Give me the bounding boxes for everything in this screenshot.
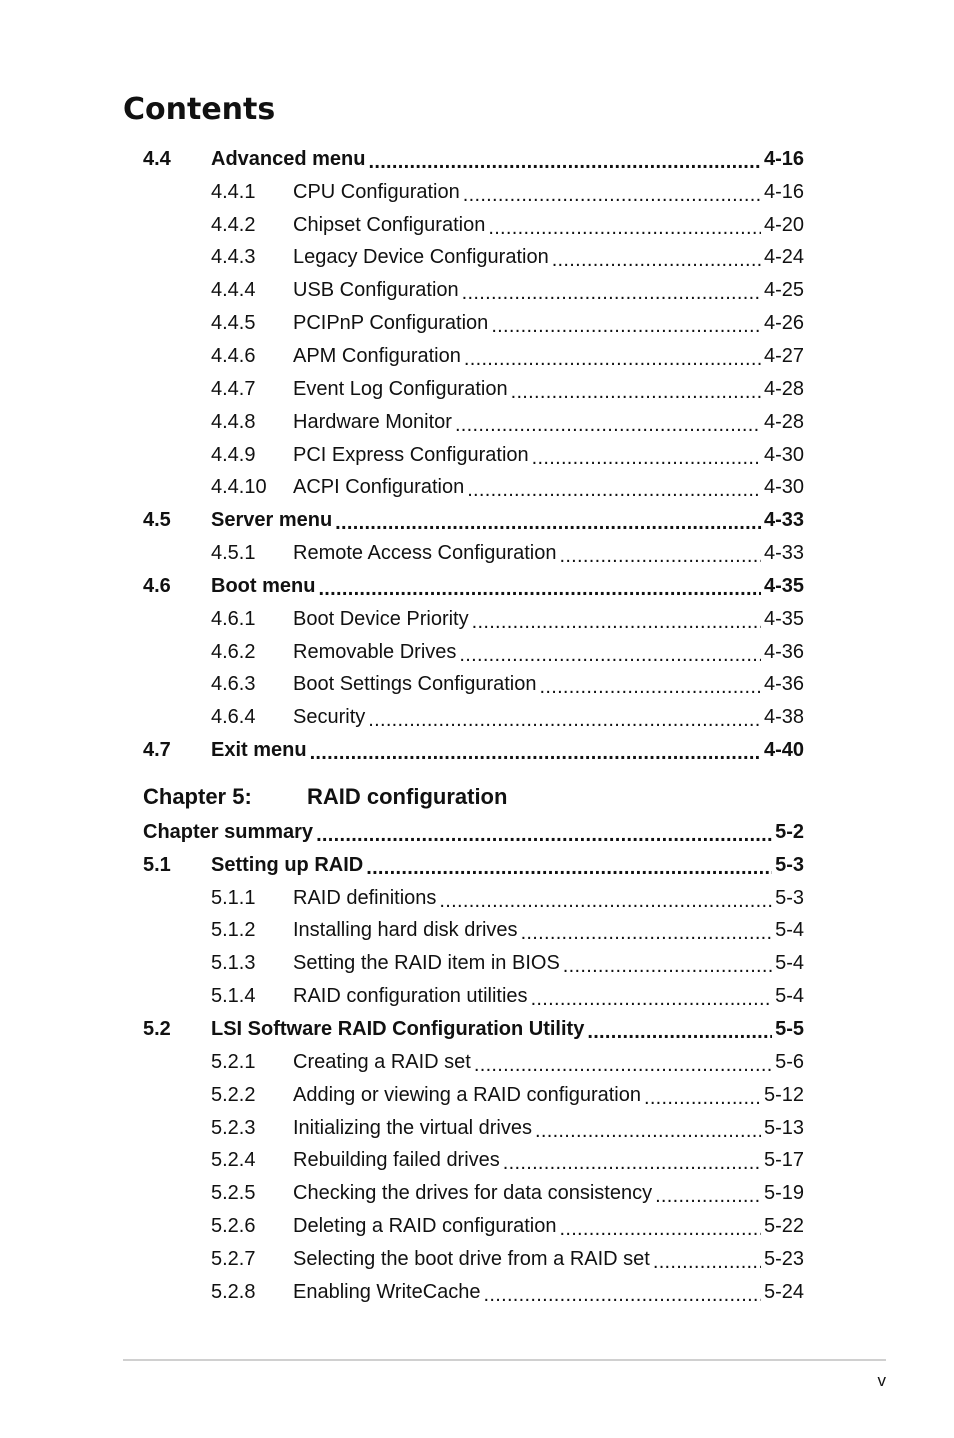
toc-dot-leader — [521, 922, 773, 945]
toc-entry-number: 4.6.3 — [211, 673, 256, 696]
toc-entry-number: 4.4.5 — [211, 312, 256, 335]
toc-entry-page: 5-19 — [763, 1182, 804, 1205]
toc-entry-title: Event Log Configuration — [293, 377, 508, 400]
toc-entry-page: 5-4 — [775, 919, 804, 942]
toc-entry-number: 4.4.1 — [211, 180, 256, 203]
toc-entry-page: 4-40 — [763, 739, 804, 762]
toc-entry-page: 4-33 — [763, 542, 804, 565]
toc-dot-leader — [335, 512, 761, 535]
toc-entry-number: 5.2.8 — [211, 1280, 256, 1303]
toc-entry-page: 5-4 — [775, 985, 804, 1008]
toc-dot-leader — [511, 381, 761, 404]
toc-entry-title: USB Configuration — [293, 279, 459, 302]
toc-dot-leader — [531, 988, 773, 1011]
toc-entry-title: Boot menu — [211, 574, 316, 597]
toc-entry-number: 5.2.1 — [211, 1050, 256, 1073]
toc-dot-leader — [532, 447, 761, 470]
toc-entry[interactable] — [143, 1013, 804, 1046]
toc-entry-number: 5.2.6 — [211, 1215, 256, 1238]
toc-entry-number: 4.4.3 — [211, 246, 256, 269]
toc-entry[interactable] — [143, 307, 804, 340]
toc-dot-leader — [655, 1185, 761, 1208]
toc-entry[interactable] — [143, 406, 804, 439]
toc-entry-page: 4-20 — [763, 213, 804, 236]
toc-entry[interactable] — [143, 636, 804, 669]
toc-entry-title: Legacy Device Configuration — [293, 246, 549, 269]
toc-entry[interactable] — [143, 1046, 804, 1079]
toc-entry[interactable] — [143, 603, 804, 636]
toc-dot-leader — [459, 644, 761, 667]
toc-dot-leader — [467, 479, 761, 502]
toc-entry-title: Remote Access Configuration — [293, 542, 557, 565]
toc-dot-leader — [491, 315, 761, 338]
toc-entry-title: Chipset Configuration — [293, 213, 486, 236]
toc-entry[interactable] — [143, 701, 804, 734]
toc-entry-title: Setting the RAID item in BIOS — [293, 952, 560, 975]
toc-dot-leader — [462, 282, 761, 305]
toc-entry[interactable] — [143, 1112, 804, 1145]
toc-entry-title: PCIPnP Configuration — [293, 312, 489, 335]
toc-entry-number: 5.2 — [143, 1017, 171, 1040]
toc-entry[interactable] — [143, 439, 804, 472]
toc-entry-title: Advanced menu — [211, 147, 366, 170]
toc-entry-title: CPU Configuration — [293, 180, 460, 203]
toc-entry-page: 5-23 — [763, 1247, 804, 1270]
toc-entry-title: Rebuilding failed drives — [293, 1149, 500, 1172]
toc-entry-title: RAID configuration utilities — [293, 985, 528, 1008]
toc-entry-page: 5-4 — [775, 952, 804, 975]
toc-entry-page: 5-5 — [775, 1017, 804, 1040]
toc-entry-title: Setting up RAID — [211, 853, 364, 876]
toc-dot-leader — [316, 824, 772, 847]
toc-entry-title: Selecting the boot drive from a RAID set — [293, 1247, 650, 1270]
toc-list-chapter-5 — [143, 816, 804, 1309]
toc-entry-title: Installing hard disk drives — [293, 919, 518, 942]
toc-entry-number: 5.1.3 — [211, 952, 256, 975]
toc-entry-page: 4-35 — [763, 574, 804, 597]
toc-entry-title: APM Configuration — [293, 344, 461, 367]
toc-entry-title: Adding or viewing a RAID configuration — [293, 1083, 641, 1106]
toc-entry[interactable] — [143, 242, 804, 275]
toc-dot-leader — [464, 348, 761, 371]
toc-dot-leader — [540, 676, 761, 699]
toc-entry[interactable] — [143, 882, 804, 915]
toc-entry[interactable] — [143, 537, 804, 570]
toc-entry-number: 5.1 — [143, 853, 171, 876]
toc-dot-leader — [587, 1021, 772, 1044]
toc-entry-title: Removable Drives — [293, 640, 457, 663]
toc-entry[interactable] — [143, 915, 804, 948]
toc-dot-leader — [318, 578, 761, 601]
toc-entry[interactable] — [143, 947, 804, 980]
toc-entry-page: 4-25 — [763, 279, 804, 302]
toc-entry[interactable] — [143, 669, 804, 702]
toc-entry-title: Chapter summary — [143, 820, 314, 843]
toc-dot-leader — [474, 1054, 772, 1077]
toc-entry-title: Exit menu — [211, 739, 307, 762]
toc-entry-title: Server menu — [211, 509, 333, 532]
toc-entry-number: 4.4.7 — [211, 377, 256, 400]
chapter-label: Chapter 5: — [143, 784, 252, 809]
toc-dot-leader — [439, 890, 772, 913]
toc-entry-number: 5.2.7 — [211, 1247, 256, 1270]
toc-entry-page: 4-16 — [763, 180, 804, 203]
toc-entry-number: 5.1.2 — [211, 919, 256, 942]
toc-entry-number: 4.5.1 — [211, 542, 256, 565]
toc-entry[interactable] — [143, 849, 804, 882]
toc-entry-page: 4-16 — [763, 147, 804, 170]
toc-entry-title: ACPI Configuration — [293, 476, 465, 499]
toc-dot-leader — [503, 1152, 761, 1175]
toc-entry-page: 5-6 — [775, 1050, 804, 1073]
toc-entry-page: 4-27 — [763, 344, 804, 367]
toc-entry-title: Enabling WriteCache — [293, 1280, 481, 1303]
toc-entry-page: 4-33 — [763, 509, 804, 532]
toc-entry-number: 5.2.3 — [211, 1116, 256, 1139]
toc-entry[interactable] — [143, 980, 804, 1013]
toc-dot-leader — [366, 857, 772, 880]
toc-entry-number: 4.4.6 — [211, 344, 256, 367]
toc-entry-number: 4.4.10 — [211, 476, 267, 499]
toc-entry-number: 4.6 — [143, 574, 171, 597]
toc-entry[interactable] — [143, 1177, 804, 1210]
toc-dot-leader — [644, 1087, 761, 1110]
toc-dot-leader — [368, 709, 761, 732]
toc-entry[interactable] — [143, 1144, 804, 1177]
toc-entry[interactable] — [143, 816, 804, 849]
toc-entry-page: 4-26 — [763, 312, 804, 335]
toc-entry-title: Boot Settings Configuration — [293, 673, 537, 696]
toc-entry-title: Creating a RAID set — [293, 1050, 471, 1073]
toc-entry[interactable] — [143, 373, 804, 406]
toc-dot-leader — [310, 742, 761, 765]
toc-entry-title: Checking the drives for data consistency — [293, 1182, 653, 1205]
toc-entry-number: 4.4.8 — [211, 410, 256, 433]
toc-entry-number: 5.1.4 — [211, 985, 256, 1008]
toc-dot-leader — [472, 611, 761, 634]
chapter-title: RAID configuration — [307, 784, 508, 809]
toc-entry-page: 4-35 — [763, 607, 804, 630]
toc-entry[interactable] — [143, 274, 804, 307]
toc-entry[interactable] — [143, 504, 804, 537]
toc-entry[interactable] — [143, 209, 804, 242]
page-title: Contents — [123, 92, 276, 127]
toc-entry-number: 4.6.1 — [211, 607, 256, 630]
footer-divider — [123, 1359, 886, 1361]
toc-entry-number: 5.1.1 — [211, 886, 256, 909]
toc-dot-leader — [455, 414, 761, 437]
toc-entry-page: 5-22 — [763, 1215, 804, 1238]
toc-entry-page: 5-2 — [775, 820, 804, 843]
toc-entry-title: RAID definitions — [293, 886, 437, 909]
toc-entry-number: 4.4.9 — [211, 443, 256, 466]
toc-dot-leader — [463, 184, 761, 207]
toc-entry[interactable] — [143, 1276, 804, 1309]
toc-entry-number: 4.7 — [143, 739, 171, 762]
toc-dot-leader — [563, 955, 772, 978]
toc-entry-number: 4.6.4 — [211, 706, 256, 729]
toc-entry[interactable] — [143, 176, 804, 209]
toc-entry-number: 4.4 — [143, 147, 171, 170]
toc-entry-page: 4-36 — [763, 640, 804, 663]
toc-entry-page: 4-24 — [763, 246, 804, 269]
toc-dot-leader — [559, 1218, 760, 1241]
toc-entry-title: Hardware Monitor — [293, 410, 452, 433]
toc-entry-number: 4.4.2 — [211, 213, 256, 236]
toc-entry-number: 5.2.2 — [211, 1083, 256, 1106]
toc-entry-page: 4-28 — [763, 410, 804, 433]
toc-entry-title: Boot Device Priority — [293, 607, 469, 630]
toc-entry-page: 4-28 — [763, 377, 804, 400]
toc-entry[interactable] — [143, 471, 804, 504]
toc-entry[interactable] — [143, 340, 804, 373]
toc-entry-page: 5-12 — [763, 1083, 804, 1106]
toc-entry[interactable] — [143, 1243, 804, 1276]
toc-entry[interactable] — [143, 143, 804, 176]
toc-entry[interactable] — [143, 570, 804, 603]
toc-dot-leader — [368, 151, 760, 174]
toc-entry-number: 5.2.5 — [211, 1182, 256, 1205]
toc-entry-number: 4.4.4 — [211, 279, 256, 302]
toc-entry-page: 5-3 — [775, 886, 804, 909]
toc-dot-leader — [653, 1251, 761, 1274]
toc-entry-page: 4-30 — [763, 443, 804, 466]
page-number: v — [877, 1371, 886, 1390]
toc-entry-page: 5-24 — [763, 1280, 804, 1303]
toc-entry-title: PCI Express Configuration — [293, 443, 529, 466]
toc-entry[interactable] — [143, 1079, 804, 1112]
toc-entry-title: Deleting a RAID configuration — [293, 1215, 557, 1238]
toc-dot-leader — [484, 1284, 761, 1307]
toc-dot-leader — [488, 217, 761, 240]
toc-list-chapter-4 — [143, 143, 804, 767]
toc-entry-number: 4.6.2 — [211, 640, 256, 663]
toc-entry-title: Security — [293, 706, 366, 729]
toc-entry-number: 4.5 — [143, 509, 171, 532]
toc-entry-page: 5-13 — [763, 1116, 804, 1139]
toc-entry-page: 5-3 — [775, 853, 804, 876]
toc-dot-leader — [552, 249, 761, 272]
toc-entry-number: 5.2.4 — [211, 1149, 256, 1172]
toc-entry-title: LSI Software RAID Configuration Utility — [211, 1017, 585, 1040]
chapter-heading — [143, 780, 507, 814]
toc-entry[interactable] — [143, 734, 804, 767]
toc-entry-page: 4-30 — [763, 476, 804, 499]
toc-entry-page: 5-17 — [763, 1149, 804, 1172]
toc-entry-page: 4-36 — [763, 673, 804, 696]
toc-dot-leader — [535, 1120, 761, 1143]
toc-dot-leader — [559, 545, 761, 568]
toc-entry-title: Initializing the virtual drives — [293, 1116, 532, 1139]
toc-entry[interactable] — [143, 1210, 804, 1243]
toc-entry-page: 4-38 — [763, 706, 804, 729]
